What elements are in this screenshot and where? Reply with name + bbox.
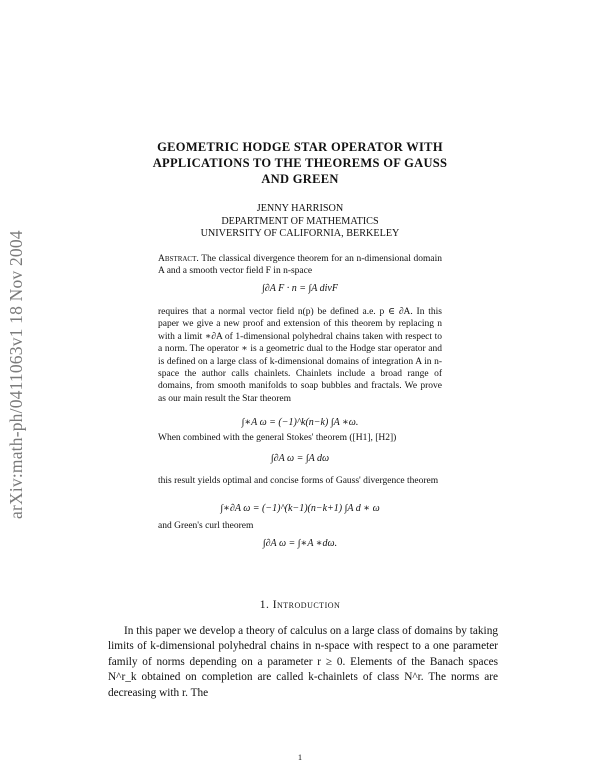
abstract-label: Abstract. [158,254,199,264]
author-department: DEPARTMENT OF MATHEMATICS [221,215,379,227]
abstract-paragraph-2: requires that a normal vector field n(p) be defined a.e. p ∈ ∂A. In this paper we give a new proof and extension of this theorem by replacing n with a limit ∗∂A of 1-dimensional polyhedral chains taken with respect to a norm. The operator ∗ is a geometric dual to the Hodge star operator and is defined on a large class of k-dimensional domains of integration A in n-space the author calls chainlets. Chainlets include a broad range of domains, from smooth manifolds to soap bubbles and fractals. We prove as our main result the Star theorem [158,307,442,404]
introduction-body [108,624,498,701]
equation-green: ∫∂A ω = ∫∗A ∗dω. [262,538,338,549]
equation-star-theorem: ∫∗A ω = (−1)^k(n−k) ∫A ∗ω. [241,417,359,428]
abstract-intro [158,253,442,278]
author-block [120,203,480,241]
intro-paragraph: In this paper we develop a theory of calculus on a large class of domains by taking limits of k-dimensional polyhedral chains in n-space with respect to a one parameter family of norms depending on a parameter r ≥ 0. Elements of the Banach spaces N^r_k obtained on completion are called k-chainlets of class N^r. The norms are decreasing with r. The [108,625,498,699]
paper-title [120,139,480,187]
title-line-1: GEOMETRIC HODGE STAR OPERATOR WITH [157,140,443,154]
author-institution: UNIVERSITY OF CALIFORNIA, BERKELEY [200,228,400,239]
abstract-intro-text: The classical divergence theorem for an n-dimensional domain A and a smooth vector field F in n-space [158,254,442,277]
author-name: JENNY HARRISON [256,203,344,214]
page-number: 1 [297,752,303,762]
abstract-paragraph-5: and Green's curl theorem [158,521,254,531]
section-heading [160,599,440,611]
equation-gauss: ∫∗∂A ω = (−1)^(k−1)(n−k+1) ∫A d ∗ ω [220,503,380,514]
arxiv-identifier: arXiv:math-ph/0411063v1 18 Nov 2004 [6,230,26,520]
title-line-3: AND GREEN [261,172,339,186]
abstract-body [158,306,442,405]
equation-stokes: ∫∂A ω = ∫A dω [270,453,330,464]
title-line-2: APPLICATIONS TO THE THEOREMS OF GAUSS [152,156,448,170]
section-heading-text: 1. Introduction [259,599,341,611]
equation-divergence: ∫∂A F · n = ∫A divF [262,283,338,294]
abstract-paragraph-3: When combined with the general Stokes' theorem ([H1], [H2]) [158,433,397,443]
abstract-paragraph-4: this result yields optimal and concise forms of Gauss' divergence theorem [158,476,439,486]
